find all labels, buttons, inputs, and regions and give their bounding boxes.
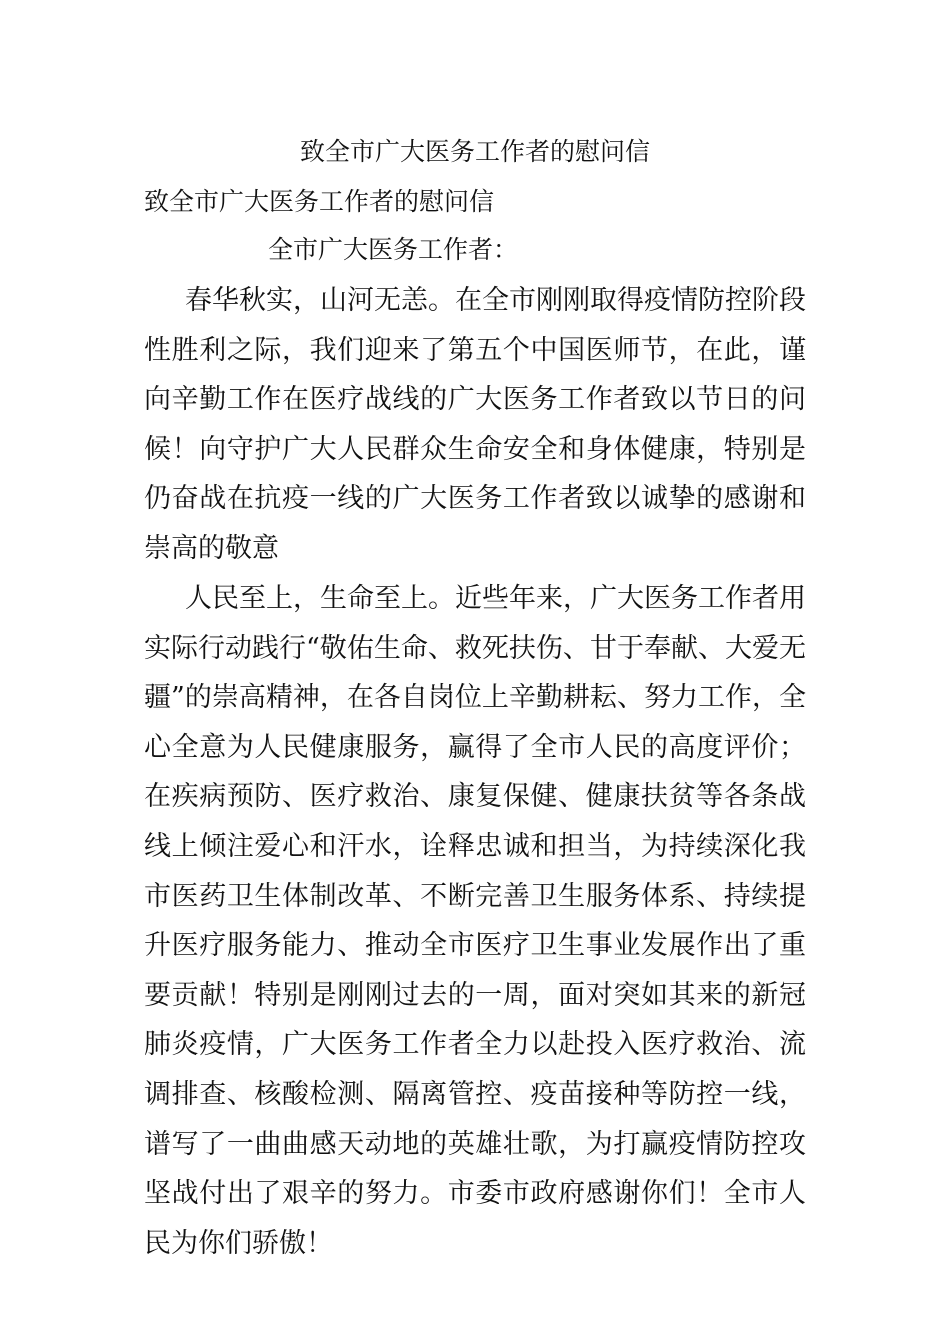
document-subtitle: 致全市广大医务工作者的慰问信 bbox=[144, 187, 495, 216]
paragraph-1: 春华秋实，山河无恙。在全市刚刚取得疫情防控阶段性胜利之际，我们迎来了第五个中国医师节，在此，谨向辛勤工作在医疗战线的广大医务工作者致以节日的问候！向守护广大人民群众生命安全和身体健康，特别是仍奋战在抗疫一线的广大医务工作者致以诚挚的感谢和崇高的敬意 bbox=[144, 285, 806, 564]
salutation: 全市广大医务工作者： bbox=[268, 235, 519, 264]
document-title: 致全市广大医务工作者的慰问信 bbox=[299, 137, 650, 166]
paragraph-2: 人民至上，生命至上。近些年来，广大医务工作者用实际行动践行“敬佑生命、救死扶伤、甘于奉献、大爱无疆”的崇高精神，在各自岗位上辛勤耕耘、努力工作，全心全意为人民健康服务，赢得了全市人民的高度评价；在疾病预防、医疗救治、康复保健、健康扶贫等各条战线上倾注爱心和汗水，诠释忠诚和担当，为持续深化我市医药卫生体制改革、不断完善卫生服务体系、持续提升医疗服务能力、推动全市医疗卫生事业发展作出了重要贡献！特别是刚刚过去的一周，面对突如其来的新冠肺炎疫情，广大医务工作者全力以赴投入医疗救治、流调排查、核酸检测、隔离管控、疫苗接种等防控一线，谱写了一曲曲感天动地的英雄壮歌，为打赢疫情防控攻坚战付出了艰辛的努力。市委市政府感谢你们！全市人民为你们骄傲！ bbox=[144, 583, 806, 1259]
